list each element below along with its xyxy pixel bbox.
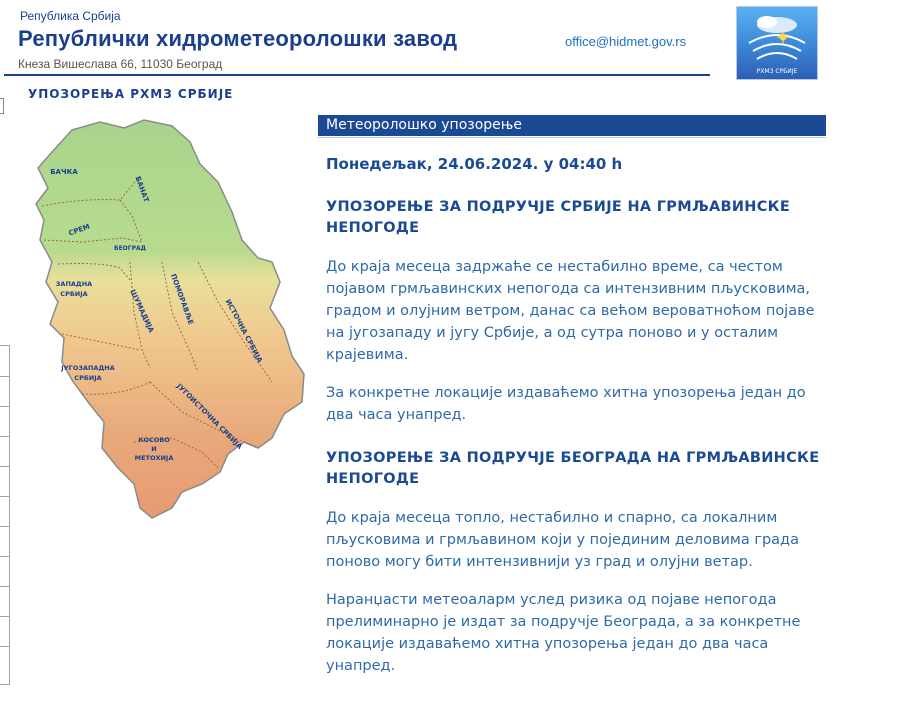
address: Кнеза Вишеслава 66, 11030 Београд (18, 57, 223, 71)
heading-belgrade: УПОЗОРЕЊЕ ЗА ПОДРУЧЈЕ БЕОГРАДА НА ГРМЉАВИНСКЕ НЕПОГОДЕ (326, 450, 820, 487)
rhmz-logo[interactable] (736, 6, 818, 80)
paragraph-belgrade-2: Наранџасти метеоаларм услед ризика од појаве непогода прелиминарно је издат за подручје Београда, а за конкретне локације издаваћемо хитна упозорења један до два часа унапред. (326, 592, 801, 674)
paragraph-belgrade-1: До краја месеца топло, нестабилно и спарно, са локалним пљусковима и грмљавином који у појединим деловима града поново могу бити интензивнији уз град и олујни ветар. (326, 510, 799, 570)
map-label-zapadna-srbija: СРБИЈА (60, 290, 88, 298)
banner-divider (318, 137, 826, 138)
logo-text: РХМЗ СРБИЈЕ (756, 68, 798, 75)
site-title[interactable]: Републички хидрометеоролошки завод (18, 26, 458, 51)
map-label-kosovo: КОСОВО (138, 436, 170, 444)
map-label-beograd: БЕОГРАД (114, 245, 146, 252)
map-label-jugozapadna: ЈУГОЗАПАДНА (61, 364, 115, 372)
email-link[interactable]: office@hidmet.gov.rs (565, 34, 687, 49)
country-name: Република Србија (20, 9, 121, 23)
left-scroll-frame (0, 345, 10, 685)
section-label[interactable]: УПОЗОРЕЊА РХМЗ СРБИЈЕ (28, 87, 234, 101)
paragraph-serbia-2: За конкретне локације издаваћемо хитна упозорења један до два часа унапред. (326, 385, 806, 423)
map-label-zapadna: ЗАПАДНА (55, 280, 93, 288)
header-divider (4, 74, 710, 76)
warning-date: Понедељак, 24.06.2024. у 04:40 h (326, 155, 623, 173)
map-label-jugoistocna: ЈУГОИСТОЧНА СРБИЈА (175, 382, 244, 451)
paragraph-serbia-1: До краја месеца задржаће се нестабилно време, са честом појавом грмљавинских непогода са интензивним пљусковима, градом и олујним ветром, данас са већом вероватноћом појаве на југозападу и југу Србије, а од сутра поново и у осталим крајевима. (326, 259, 815, 363)
map-label-srem: СРЕМ (67, 222, 92, 238)
warning-content (326, 155, 826, 693)
serbia-regions-map[interactable] (22, 112, 312, 524)
map-label-backa: БАЧКА (50, 168, 78, 176)
left-frame-edge (0, 98, 4, 114)
map-label-banat: БАНАТ (133, 175, 151, 204)
map-label-jugozapadna-srbija: СРБИЈА (74, 374, 102, 382)
warning-banner: Метеоролошко упозорење (318, 115, 826, 136)
heading-serbia: УПОЗОРЕЊЕ ЗА ПОДРУЧЈЕ СРБИЈЕ НА ГРМЉАВИНСКЕ НЕПОГОДЕ (326, 199, 791, 236)
map-label-metohija: МЕТОХИЈА (134, 454, 174, 462)
map-label-istocna: ИСТОЧНА СРБИЈА (223, 298, 264, 365)
logo-graphic (737, 7, 817, 79)
map-label-sumadija: ШУМАДИЈА (128, 288, 156, 334)
map-label-i: И (151, 445, 157, 453)
map-label-pomoravlje: ПОМОРАВЉЕ (168, 272, 195, 326)
